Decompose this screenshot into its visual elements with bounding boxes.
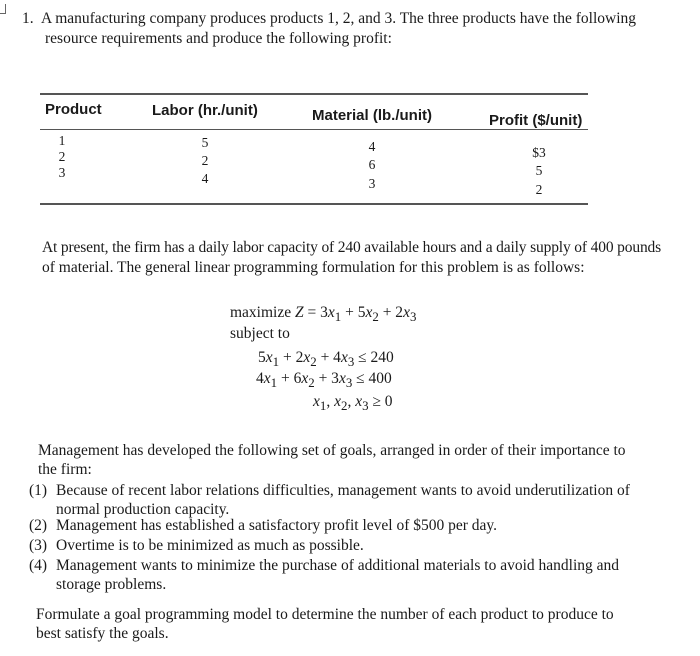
- constraint-labor: $5x_1 + 2x_2 + 4x_3 \le 240$: [258, 349, 394, 370]
- table-top-rule: [40, 93, 588, 95]
- problem-intro-line1: A manufacturing company produces products 1, 2, and 3. The three products have the following: [41, 10, 637, 27]
- cell-product-1: 1: [58, 133, 66, 148]
- goals-intro-line2: the firm:: [38, 461, 92, 478]
- cell-material-3: 3: [368, 176, 376, 191]
- task-line1: Formulate a goal programming model to determine the number of each product to produce to: [36, 606, 614, 623]
- goal-text-line1: Overtime is to be minimized as much as possible.: [56, 537, 364, 554]
- cell-product-2: 2: [58, 149, 66, 164]
- constraint-material: $4x_1 + 6x_2 + 3x_3 \le 400$: [256, 370, 392, 391]
- header-material: Material (lb./unit): [312, 107, 432, 124]
- goal-text-line2: normal production capacity.: [56, 501, 230, 518]
- goal-number: (3): [29, 537, 48, 554]
- margin-mark: [0, 4, 6, 14]
- cell-labor-3: 4: [201, 171, 209, 186]
- goal-item-4: [29, 556, 679, 596]
- cell-product-3: 3: [58, 165, 66, 180]
- goal-item-2: [29, 516, 679, 536]
- header-product: Product: [45, 101, 102, 118]
- lp-objective: maximize $Z = 3x_1 + 5x_2 + 2x_3$: [230, 304, 417, 325]
- cell-profit-3: 2: [535, 182, 543, 197]
- goal-item-3: [29, 536, 679, 556]
- header-labor: Labor (hr./unit): [152, 102, 258, 119]
- header-profit: Profit ($/unit): [489, 112, 583, 129]
- task-line2: best satisfy the goals.: [36, 625, 169, 642]
- goal-text-line1: Because of recent labor relations difficulties, management wants to avoid underutilization of: [56, 482, 630, 499]
- table-bottom-rule: [40, 203, 588, 205]
- capacity-line2: of material. The general linear programming formulation for this problem is as follows:: [42, 259, 585, 276]
- constraint-nonneg: $x_1$, $x_2$, $x_3 \ge 0$: [313, 393, 393, 414]
- capacity-line1: At present, the firm has a daily labor capacity of 240 available hours and a daily supply of 400 pounds: [42, 239, 662, 256]
- cell-labor-1: 5: [201, 135, 209, 150]
- goal-number: (4): [29, 557, 48, 574]
- goal-item-1: [29, 481, 679, 521]
- goal-number: (1): [29, 482, 48, 499]
- cell-profit-2: 5: [535, 163, 543, 178]
- problem-intro-line2: resource requirements and produce the following profit:: [45, 30, 392, 47]
- goals-intro-line1: Management has developed the following set of goals, arranged in order of their importance to: [38, 442, 626, 459]
- cell-material-2: 6: [368, 157, 376, 172]
- goal-number: (2): [29, 517, 48, 534]
- cell-labor-2: 2: [201, 153, 209, 168]
- table-header-rule: [40, 129, 588, 130]
- cell-profit-1: $3: [532, 145, 546, 160]
- goal-text-line2: storage problems.: [56, 576, 167, 593]
- lp-subject-to: subject to: [230, 325, 290, 342]
- goal-text-line1: Management wants to minimize the purchase of additional materials to avoid handling and: [56, 557, 620, 574]
- objective-label: maximize: [230, 304, 292, 321]
- problem-number: 1.: [22, 10, 34, 27]
- cell-material-1: 4: [368, 139, 376, 154]
- goal-text-line1: Management has established a satisfactory profit level of $500 per day.: [56, 517, 498, 534]
